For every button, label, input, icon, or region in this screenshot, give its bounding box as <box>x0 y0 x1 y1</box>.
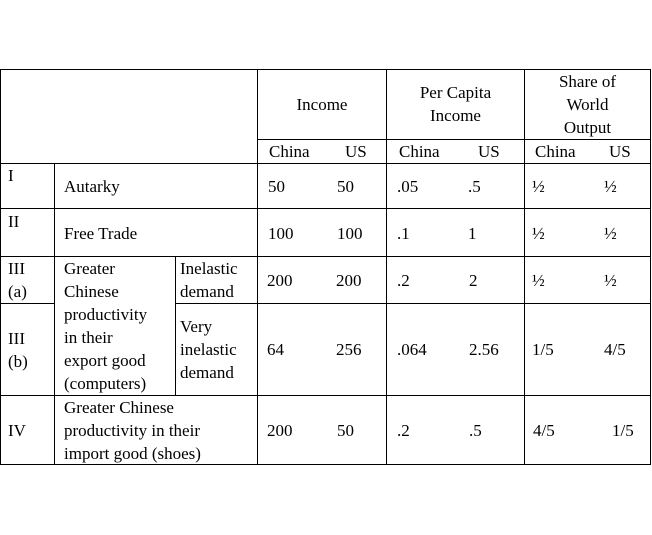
share-china: ½ <box>532 224 545 243</box>
header-per-capita: Per Capita <box>419 83 492 102</box>
demand-cell: demand <box>180 363 234 382</box>
col-divider <box>257 69 258 465</box>
scenario-cell: Autarky <box>64 177 120 196</box>
demand-cell: demand <box>180 282 234 301</box>
scenario-cell: export good <box>64 351 146 370</box>
income-china: 64 <box>267 340 284 359</box>
col-head-china: China <box>535 142 576 161</box>
row-divider <box>0 303 54 304</box>
scenario-cell: Greater <box>64 259 115 278</box>
scenario-cell: Free Trade <box>64 224 138 243</box>
row-label: (a) <box>8 282 27 301</box>
table-right-border <box>650 69 651 465</box>
per-capita-china: .1 <box>397 224 410 243</box>
col-divider <box>54 163 55 465</box>
share-china: ½ <box>532 177 545 196</box>
header-income: Income <box>296 95 348 114</box>
income-us: 50 <box>337 421 354 440</box>
row-label: IV <box>8 421 26 440</box>
header-per-capita: Income <box>430 106 481 125</box>
header-share: World <box>566 95 609 114</box>
scenario-cell: in their <box>64 328 113 347</box>
per-capita-china: .064 <box>397 340 427 359</box>
share-us: 4/5 <box>604 340 626 359</box>
scenario-cell: import good (shoes) <box>64 444 201 463</box>
row-label: III <box>8 329 25 348</box>
income-china: 100 <box>268 224 294 243</box>
scenario-cell: (computers) <box>64 374 147 393</box>
scenario-cell: productivity <box>64 305 148 324</box>
per-capita-us: 2.56 <box>469 340 499 359</box>
row-divider <box>175 303 651 304</box>
income-us: 100 <box>337 224 363 243</box>
row-label: (b) <box>8 352 28 371</box>
header-share: Output <box>563 118 612 137</box>
per-capita-china: .05 <box>397 177 419 196</box>
income-us: 50 <box>337 177 354 196</box>
col-head-china: China <box>399 142 440 161</box>
share-china: 4/5 <box>533 421 555 440</box>
table-left-border <box>0 69 1 465</box>
income-us: 256 <box>336 340 362 359</box>
share-china: ½ <box>532 271 545 290</box>
demand-cell: inelastic <box>180 340 237 359</box>
per-capita-us: 2 <box>469 271 478 290</box>
demand-cell: Inelastic <box>180 259 238 278</box>
per-capita-us: 1 <box>468 224 477 243</box>
comparison-table <box>0 69 650 465</box>
col-divider <box>175 256 176 395</box>
demand-cell: Very <box>180 317 213 336</box>
share-us: ½ <box>604 271 617 290</box>
share-us: 1/5 <box>612 421 634 440</box>
per-capita-us: .5 <box>468 177 481 196</box>
share-china: 1/5 <box>532 340 554 359</box>
col-head-us: US <box>345 142 367 161</box>
header-subrow-line <box>257 139 651 140</box>
col-head-china: China <box>269 142 310 161</box>
col-divider <box>386 69 387 465</box>
per-capita-us: .5 <box>469 421 482 440</box>
row-label: III <box>8 259 25 278</box>
income-us: 200 <box>336 271 362 290</box>
income-china: 200 <box>267 271 293 290</box>
row-divider <box>0 208 651 209</box>
income-china: 200 <box>267 421 293 440</box>
row-label: I <box>8 166 14 185</box>
row-label: II <box>8 212 20 231</box>
income-china: 50 <box>268 177 285 196</box>
scenario-cell: Greater Chinese <box>64 398 174 417</box>
col-head-us: US <box>478 142 500 161</box>
per-capita-china: .2 <box>397 271 410 290</box>
header-share: Share of <box>558 72 617 91</box>
col-head-us: US <box>609 142 631 161</box>
header-bottom-line <box>0 163 651 164</box>
scenario-cell: productivity in their <box>64 421 200 440</box>
scenario-cell: Chinese <box>64 282 119 301</box>
per-capita-china: .2 <box>397 421 410 440</box>
share-us: ½ <box>604 224 617 243</box>
share-us: ½ <box>604 177 617 196</box>
